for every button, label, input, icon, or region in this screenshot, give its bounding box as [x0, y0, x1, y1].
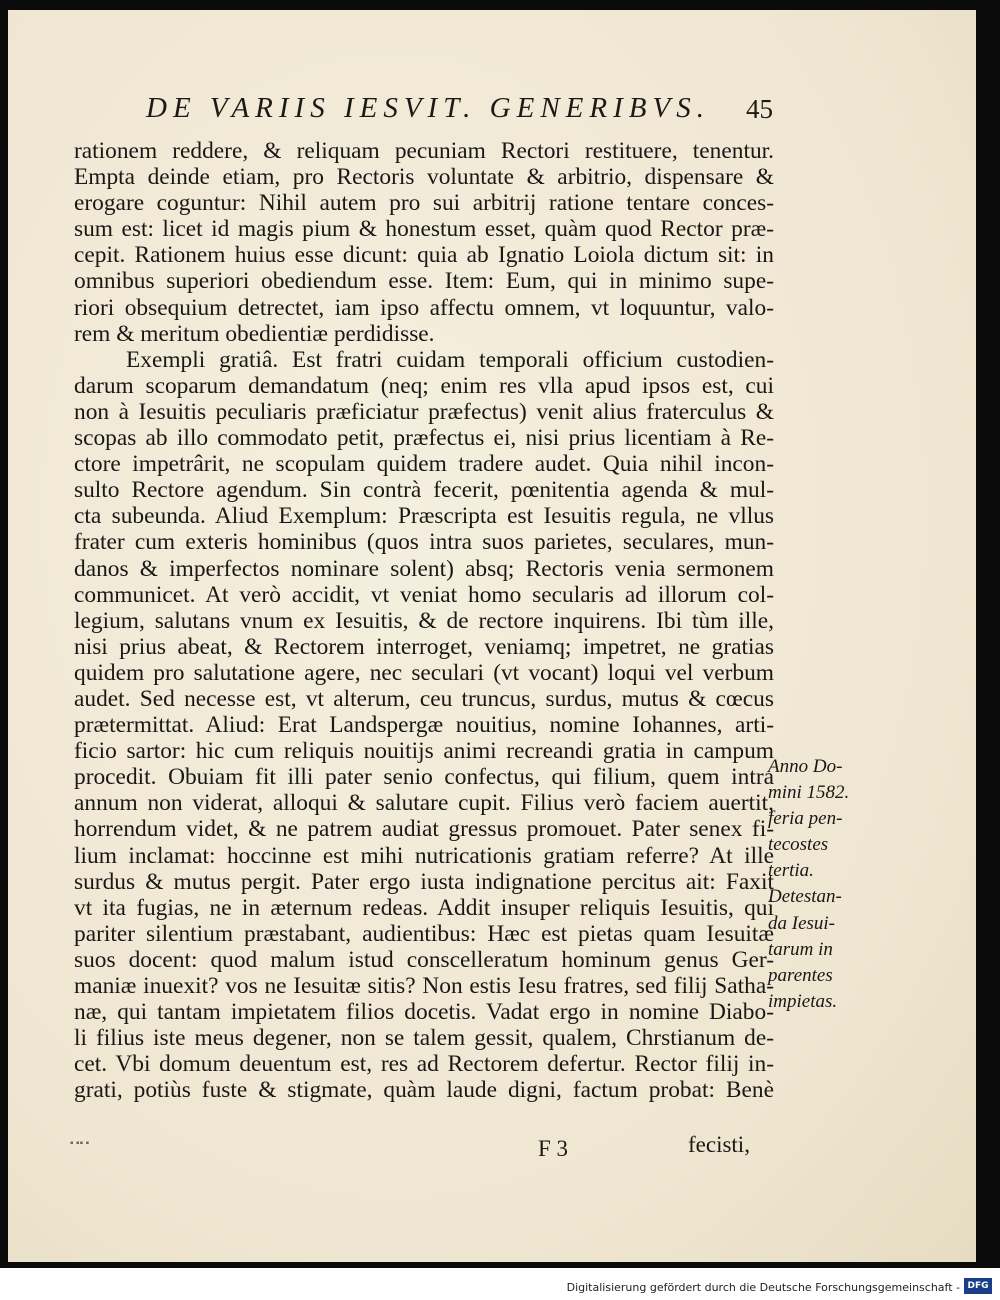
text-line: li filius iste meus degener, non se talem gessit, qualem, Chrstianum de-	[74, 1025, 774, 1052]
text-line: maniæ inuexit? vos ne Iesuitæ sitis? Non estis Iesu fratres, sed filij Satha-	[74, 973, 774, 999]
text-line: quidem pro salutatione agere, nec seculari (vt vocant) loqui vel verbum	[74, 659, 774, 686]
marginal-note-line: Anno Do-	[768, 756, 843, 777]
dfg-logo[interactable]: DFG	[964, 1278, 992, 1294]
text-line: audet. Sed necesse est, vt alterum, ceu truncus, surdus, mutus & cœcus	[74, 685, 774, 712]
text-line: rationem reddere, & reliquam pecuniam Rectori restituere, tenentur.	[74, 138, 774, 164]
text-line: legium, salutans vnum ex Iesuitis, & de rectore inquirens. Ibi tùm ille,	[74, 607, 774, 634]
text-line: omnibus superiori obediendum esse. Item: Eum, qui in minimo supe-	[74, 268, 774, 295]
text-line: nisi prius abeat, & Rectorem interroget, veniamq; impetret, ne gratias	[74, 633, 774, 660]
text-line: procedit. Obuiam fit illi pater senio confectus, qui filium, quem intra	[74, 764, 774, 791]
text-line: cet. Vbi domum deuentum est, res ad Rectorem defertur. Rector filij in-	[74, 1051, 774, 1078]
text-line: danos & imperfectos nominare solent) absq; Rectoris venia sermonem	[74, 555, 774, 582]
text-line: suos docent: quod malum istud conscelleratum hominum genus Ger-	[74, 946, 774, 973]
text-line: communicet. At verò accidit, vt veniat homo secularis ad illorum col-	[74, 581, 774, 608]
marginal-note-line: da Iesui-	[768, 912, 836, 934]
page-number: 45	[746, 94, 773, 124]
text-line: ficio sartor: hic cum reliquis nouitijs animi recreandi gratia in campum	[74, 738, 774, 765]
body-text	[74, 138, 774, 1103]
marginal-note-line: mini 1582.	[768, 782, 850, 804]
text-line: cta subeunda. Aliud Exemplum: Præscripta est Iesuitis regula, ne vllus	[74, 503, 774, 530]
marginal-notes	[768, 754, 883, 1015]
page-header	[146, 92, 926, 132]
text-line: sulto Rectore agendum. Sin contrà fecerit, pœnitentia agenda & mul-	[74, 477, 774, 504]
text-line: horrendum videt, & ne patrem audiat gressus promouet. Pater senex fi-	[74, 816, 774, 843]
marginal-note-line: impietas.	[768, 990, 838, 1012]
text-line: Empta deinde etiam, pro Rectoris voluntate & arbitrio, dispensare &	[74, 164, 774, 191]
text-line: non à Iesuitis peculiaris præficiatur præfectus) venit alius fraterculus &	[74, 398, 774, 425]
text-line: scopas ab illo commodato petit, præfectus ei, nisi prius licentiam à Re-	[74, 425, 774, 452]
text-line: annum non viderat, alloqui & salutare cupit. Filius verò faciem auertit,	[74, 790, 774, 817]
text-line: vt ita fugias, ne in æternum redeas. Addit insuper reliquis Iesuitis, qui	[74, 894, 774, 921]
marginal-note-line: tertia.	[768, 860, 814, 882]
credit-bar	[0, 1268, 1000, 1300]
marginal-note-line: tecostes	[768, 834, 829, 856]
text-line: ctore impetrârit, ne scopulam quidem tradere audet. Quia nihil incon-	[74, 451, 774, 478]
text-line: cepit. Rationem huius esse dicunt: quia ab Ignatio Loiola dictum sit: in	[74, 242, 774, 269]
running-title: DE VARIIS IESVIT. GENERIBVS.	[146, 92, 710, 124]
marginal-note-line: parentes	[768, 964, 833, 986]
text-line: riori obsequium detrectet, iam ipso affectu omnem, vt loquuntur, valo-	[74, 294, 774, 321]
text-line: pariter silentium præstabant, audientibus: Hæc est pietas quam Iesuitæ	[74, 920, 774, 947]
marginal-note-line: feria pen-	[768, 808, 843, 830]
text-line: sum est: licet id magis pium & honestum esset, quàm quod Rector præ-	[74, 216, 774, 243]
text-line: darum scoparum demandatum (neq; enim res vlla apud ipsos est, cui	[74, 372, 774, 399]
text-line: erogare coguntur: Nihil autem pro sui arbitrij ratione tentare conces-	[74, 190, 774, 217]
funding-credit: Digitalisierung gefördert durch die Deutsche Forschungsgemeinschaft -	[566, 1281, 960, 1294]
page-footer	[68, 1132, 768, 1168]
text-line: rem & meritum obedientiæ perdidisse.	[74, 320, 435, 347]
book-page	[8, 10, 976, 1262]
marginal-note-line: Detestan-	[768, 886, 842, 908]
text-line: grati, potiùs fuste & stigmate, quàm laude digni, factum probat: Benè	[74, 1077, 774, 1104]
text-line: Exempli gratiâ. Est fratri cuidam temporali officium custodien-	[126, 346, 774, 373]
text-line: frater cum exteris hominibus (quos intra suos parietes, seculares, mun-	[74, 529, 774, 556]
text-line: næ, qui tantam impietatem filios docetis. Vadat ergo in nomine Diabo-	[74, 999, 774, 1026]
marginal-note-line: tarum in	[768, 938, 833, 960]
text-line: lium inclamat: hoccinne est mihi nutricationis gratiam referre? At ille	[74, 842, 774, 869]
catchword: fecisti,	[688, 1132, 750, 1157]
text-line: prætermittat. Aliud: Erat Landspergæ nouitius, nomine Iohannes, arti-	[74, 712, 774, 739]
text-line: surdus & mutus pergit. Pater ergo iusta indignatione percitus ait: Faxit	[74, 868, 774, 895]
signature-mark: F 3	[538, 1136, 569, 1161]
library-stamp-icon: ▪ ▪▪ ▪	[70, 1138, 90, 1149]
